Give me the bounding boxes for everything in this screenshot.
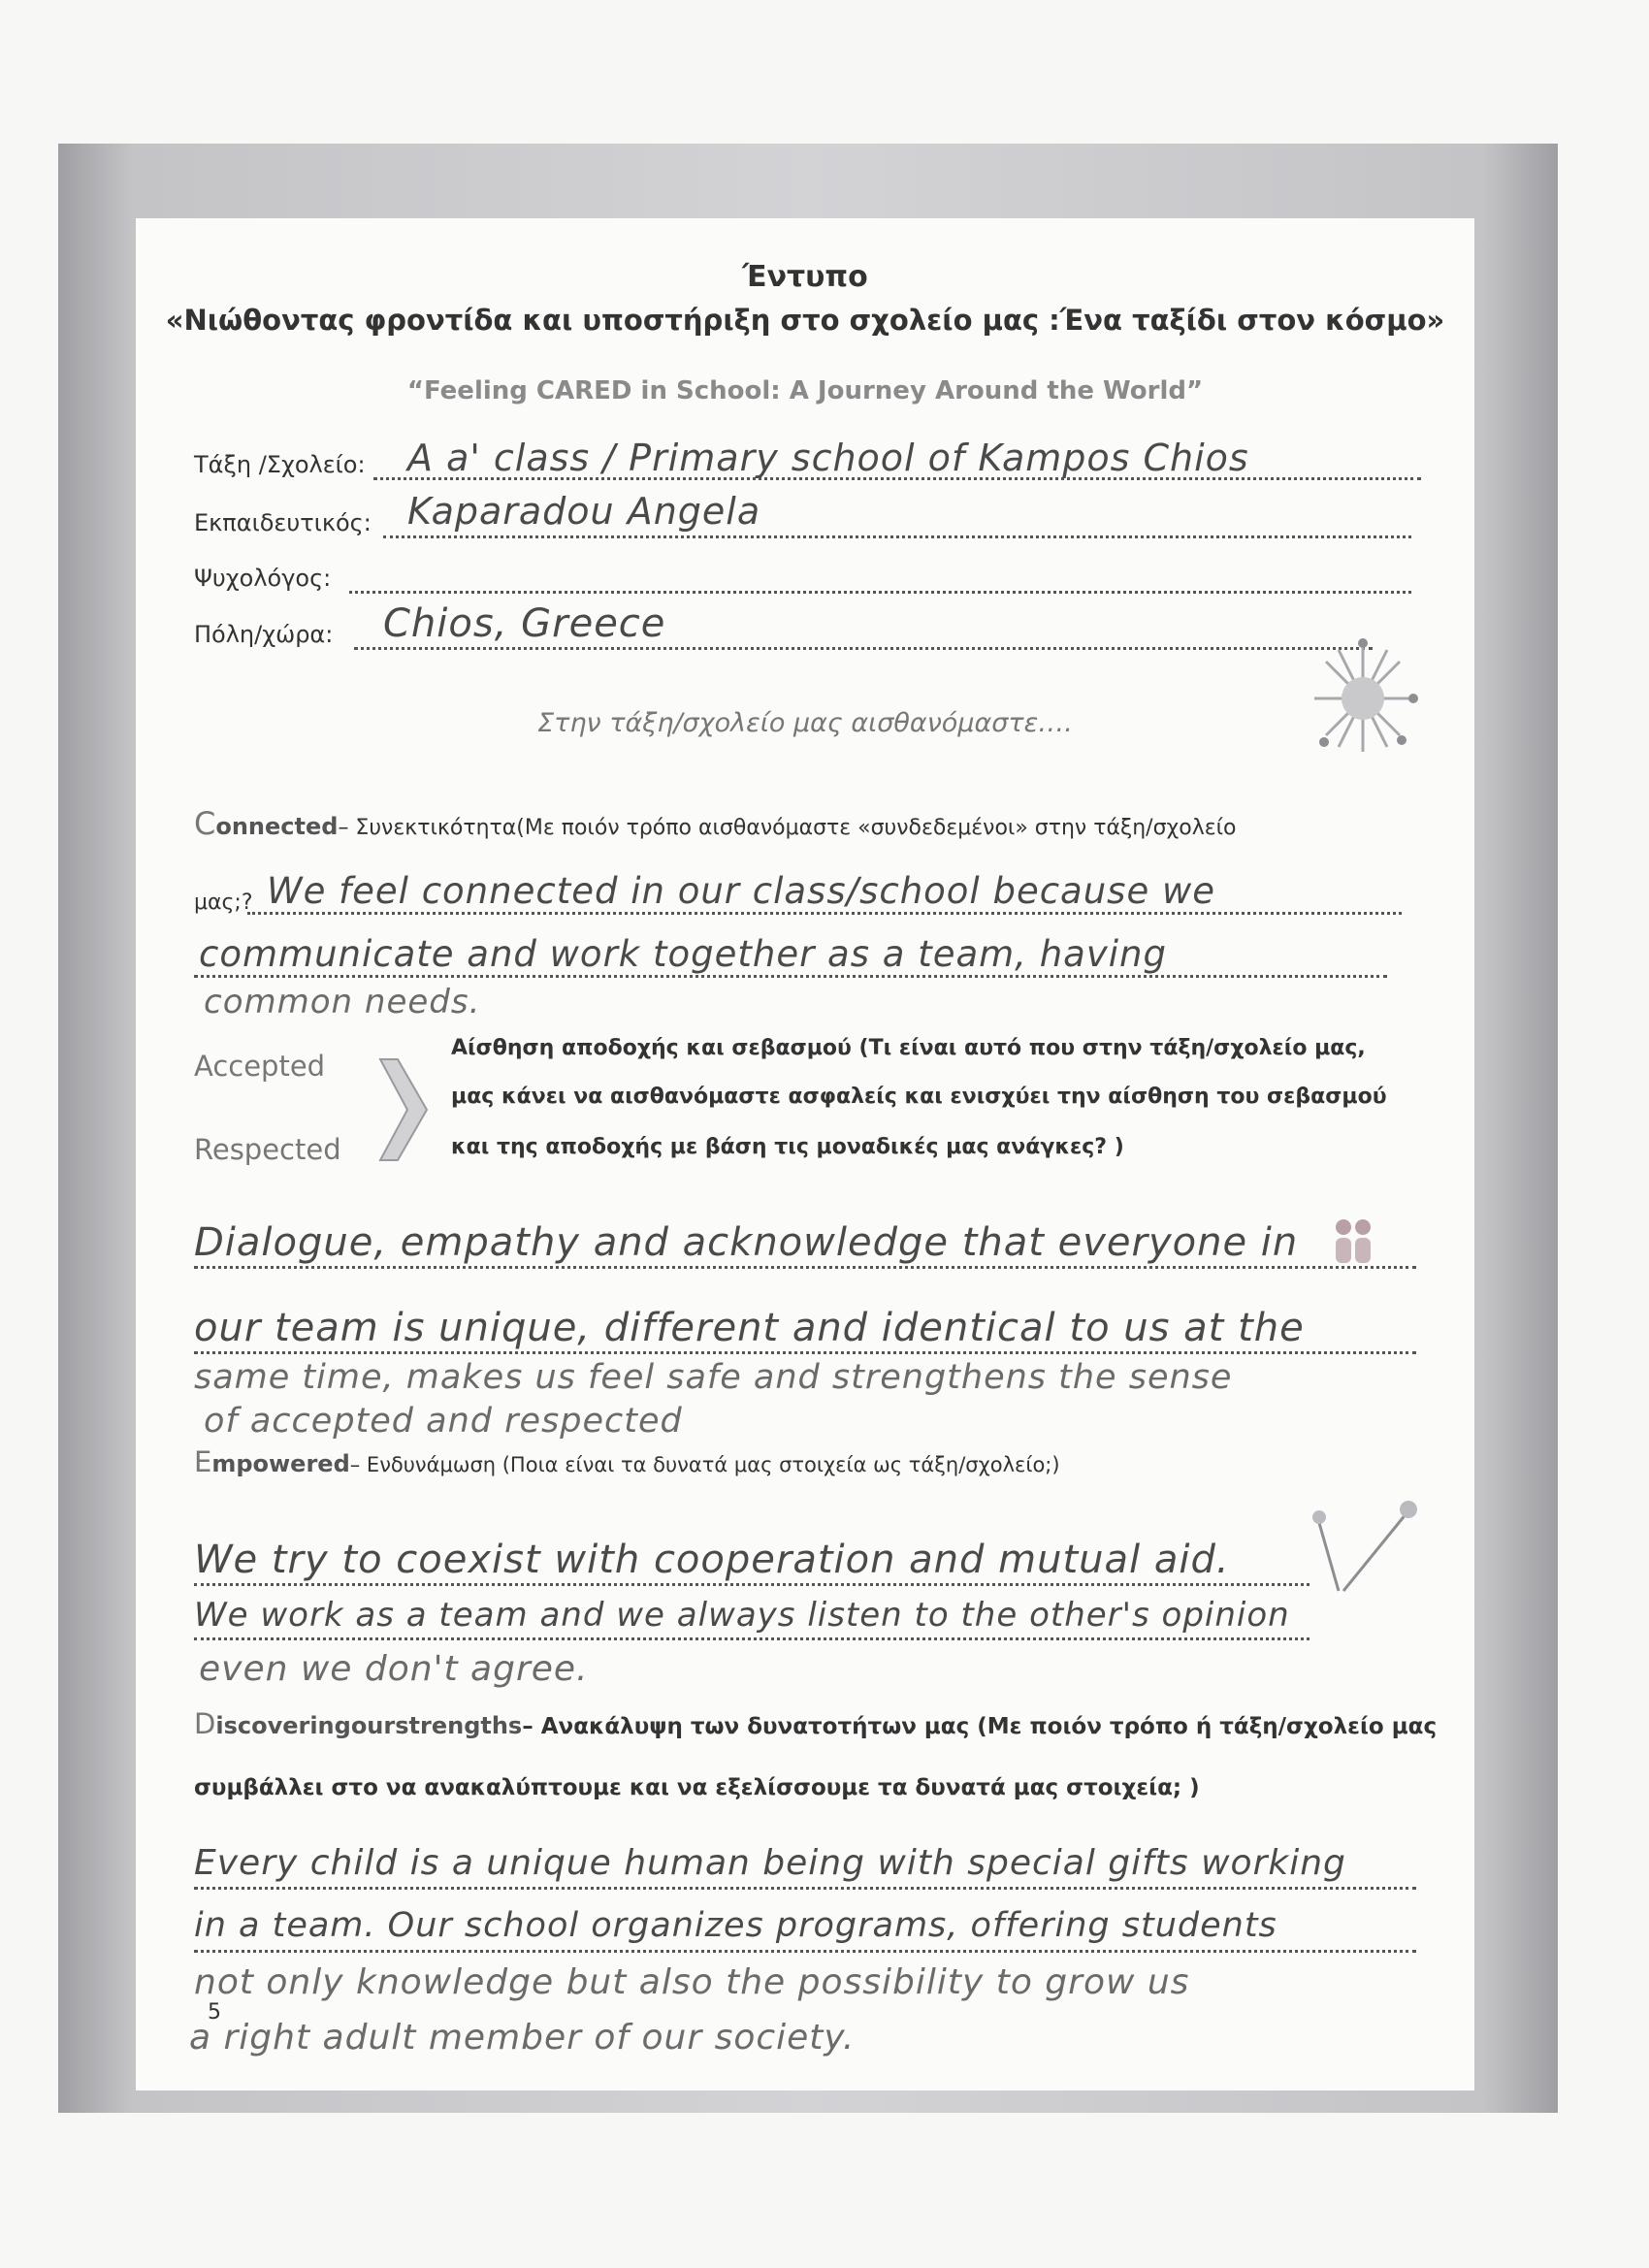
city-line [354, 647, 1373, 650]
connected-word: onnected [215, 813, 339, 840]
class-school-value: A a' class / Primary school of Kampos Chios [407, 437, 1249, 479]
teacher-line [383, 535, 1411, 538]
empowered-answer-1: We try to coexist with cooperation and mutual aid. [194, 1538, 1230, 1582]
empowered-line-1 [194, 1583, 1310, 1586]
discovering-line-1 [194, 1887, 1416, 1890]
empowered-line-2 [194, 1637, 1310, 1640]
city-value: Chios, Greece [383, 601, 666, 646]
title-greek: «Νιώθοντας φροντίδα και υποστήριξη στο σχολείο μας :Ένα ταξίδι στον κόσμο» [165, 304, 1445, 337]
empowered-heading [194, 1445, 1060, 1478]
connected-question: – Συνεκτικότητα(Με ποιόν τρόπο αισθανόμαστε «συνδεδεμένοι» στην τάξη/σχολείο [338, 816, 1237, 840]
accepted-answer-2: our team is unique, different and identical to us at the [194, 1306, 1305, 1350]
psychologist-line [349, 591, 1411, 594]
discovering-answer-4: a right adult member of our society. [189, 2018, 856, 2057]
respected-heading: Respected [194, 1133, 341, 1166]
empowered-question: – Ενδυνάμωση (Ποια είναι τα δυνατά μας στοιχεία ως τάξη/σχολείο;) [349, 1453, 1060, 1476]
connected-answer-3: common needs. [204, 983, 481, 1021]
connected-answer-1: We feel connected in our class/school because we [267, 870, 1216, 912]
accepted-question-3: και της αποδοχής με βάση τις μοναδικές μας ανάγκες? ) [451, 1135, 1124, 1159]
discovering-line-2 [194, 1950, 1416, 1953]
discovering-answer-2: in a team. Our school organizes programs, offering students [194, 1906, 1277, 1945]
form-label: Έντυπο [742, 260, 868, 294]
connected-answer-2: communicate and work together as a team, having [199, 933, 1167, 975]
discovering-question-cont: συμβάλλει στο να ανακαλύπτουμε και να εξελίσσουμε τα δυνατά μας στοιχεία; ) [194, 1775, 1200, 1800]
accepted-answer-4: of accepted and respected [204, 1402, 683, 1441]
accepted-question-1: Αίσθηση αποδοχής και σεβασμού (Τι είναι αυτό που στην τάξη/σχολείο μας, [451, 1036, 1366, 1060]
flower-sprout-icon [1300, 1494, 1445, 1601]
class-school-label: Τάξη /Σχολείο: [194, 451, 366, 478]
accepted-heading: Accepted [194, 1050, 326, 1083]
people-icon [1324, 1213, 1382, 1271]
connected-heading [194, 805, 1237, 842]
teacher-value: Kaparadou Angela [407, 490, 761, 533]
discovering-answer-3: not only knowledge but also the possibility to grow us [194, 1962, 1190, 2002]
empowered-initial: E [194, 1445, 212, 1478]
page-number: 5 [208, 2000, 221, 2025]
psychologist-label: Ψυχολόγος: [194, 565, 332, 592]
discovering-answer-1: Every child is a unique human being with special gifts working [194, 1843, 1346, 1883]
connected-line-1 [247, 912, 1402, 915]
intro-text: Στην τάξη/σχολείο μας αισθανόμαστε…. [537, 708, 1073, 738]
accepted-answer-1: Dialogue, empathy and acknowledge that everyone in [194, 1220, 1299, 1265]
accepted-line-1 [194, 1266, 1416, 1269]
connected-question-cont: μας;? [194, 891, 253, 915]
discovering-word: iscoveringourstrengths [215, 1712, 523, 1739]
accepted-answer-3: same time, makes us feel safe and strengthens the sense [194, 1358, 1233, 1397]
accepted-question-2: μας κάνει να αισθανόμαστε ασφαλείς και ενισχύει την αίσθηση του σεβασμού [451, 1085, 1387, 1109]
empowered-word: mpowered [211, 1450, 350, 1477]
connected-line-2 [194, 975, 1387, 978]
snowflake-icon [1305, 635, 1421, 761]
empowered-answer-3: even we don't agree. [199, 1649, 589, 1689]
chevron-right-icon [376, 1055, 431, 1164]
discovering-question: – Ανακάλυψη των δυνατοτήτων μας (Με ποιόν τρόπο ή τάξη/σχολείο μας [522, 1714, 1438, 1739]
discovering-heading [194, 1707, 1437, 1740]
accepted-line-2 [194, 1351, 1416, 1354]
empowered-answer-2: We work as a team and we always listen to the other's opinion [194, 1596, 1290, 1635]
title-english: “Feeling CARED in School: A Journey Around the World” [406, 376, 1204, 405]
teacher-label: Εκπαιδευτικός: [194, 509, 372, 536]
city-label: Πόλη/χώρα: [194, 621, 334, 648]
connected-initial: C [194, 805, 216, 842]
discovering-initial: D [194, 1707, 216, 1740]
